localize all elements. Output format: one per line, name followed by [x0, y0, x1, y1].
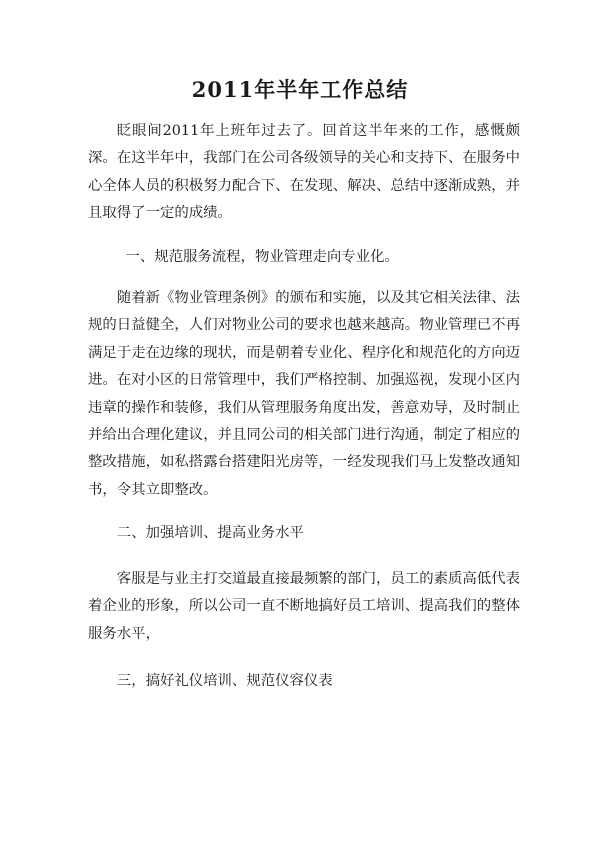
section-2-heading: 二、加强培训、提高业务水平 — [116, 525, 304, 542]
section-2-paragraph: 客服是与业主打交道最直接最频繁的部门，员工的素质高低代表着企业的形象，所以公司一直不断地搞好员工培训、提高我们的整体服务水平， — [88, 570, 520, 642]
section-3-heading: 三，搞好礼仪培训、规范仪容仪表 — [116, 672, 333, 689]
intro-paragraph: 眨眼间2011年上班年过去了。回首这半年来的工作，感慨颇深。在这半年中，我部门在公司各级领导的关心和支持下、在服务中心全体人员的积极努力配合下、在发现、解决、总结中逐渐成熟，并且取得了一定的成绩。 — [88, 123, 520, 222]
section-1-heading: 一、规范服务流程，物业管理走向专业化。 — [125, 248, 399, 265]
document-title: 2011年半年工作总结 — [191, 77, 409, 102]
section-1-paragraph: 随着新《物业管理条例》的颁布和实施，以及其它相关法律、法规的日益健全，人们对物业公司的要求也越来越高。物业管理已不再满足于走在边缘的现状，而是朝着专业化、程序化和规范化的方向迈进。在对小区的日常管理中，我们严格控制、加强巡视，发现小区内违章的操作和装修，我们从管理服务角度出发，善意劝导，及时制止并给出合理化建议，并且同公司的相关部门进行沟通，制定了相应的整改措施，如私搭露台搭建阳光房等，一经发现我们马上发整改通知书，令其立即整改。 — [88, 290, 520, 498]
document-body — [88, 118, 520, 695]
